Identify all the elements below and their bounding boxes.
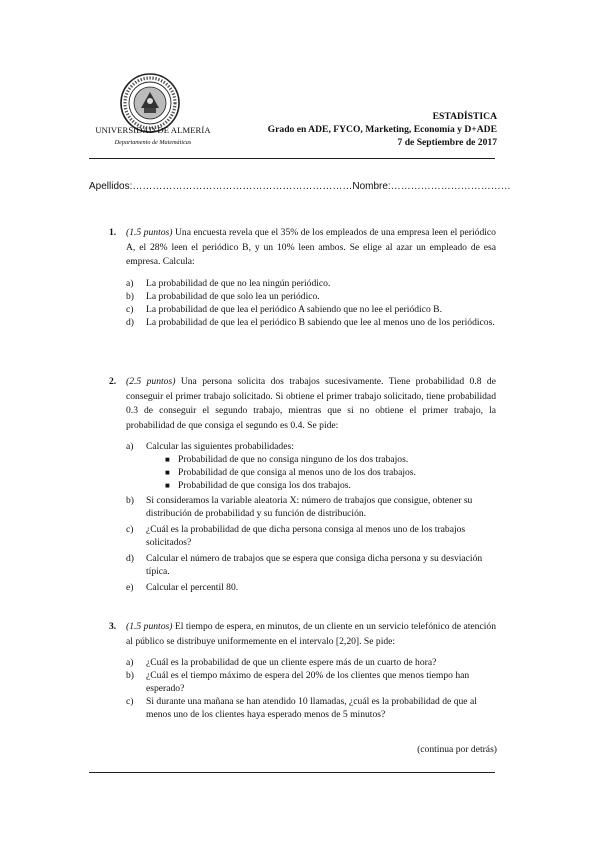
continue-note: (continua por detrás) <box>417 744 497 755</box>
question-1-number: 1. <box>109 227 117 238</box>
question-3-items <box>126 656 496 721</box>
question-1-statement <box>126 226 496 270</box>
bullet-item: ■ Probabilidad de que consiga al menos uno de los dos trabajos. <box>165 467 416 478</box>
footer-divider <box>89 772 495 773</box>
list-item: b) La probabilidad de que solo lea un periódico. <box>126 291 320 302</box>
question-3-statement <box>126 620 496 649</box>
course-title: ESTADÍSTICA <box>432 111 497 122</box>
student-fields <box>89 181 511 192</box>
surname-field[interactable]: ………………………………………………………… <box>132 181 353 192</box>
list-item: c) Si durante una mañana se han atendido 10 llamadas, ¿cuál es la probabilidad de que al menos uno de los clientes haya esperado menos de 5 minutos? <box>126 696 477 720</box>
question-1-items <box>126 277 496 329</box>
list-item: e) Calcular el percentil 80. <box>126 582 239 593</box>
list-item: d) La probabilidad de que lea el periódico B sabiendo que lee al menos uno de los periódicos. <box>126 317 495 328</box>
list-item: b) ¿Cuál es el tiempo máximo de espera del 20% de los clientes que menos tiempo han esperado? <box>126 670 470 694</box>
question-2-text: Una persona solicita dos trabajos sucesivamente. Tiene probabilidad 0.8 de conseguir el primer trabajo solicitado. Si obtiene el primer trabajo solicitado, tiene probabilidad 0.3 de conseguir el segundo trabajo, mientras que si no obtiene el primer trabajo, la probabilidad de que consiga el segundo es 0.4. Se pide: <box>126 376 496 431</box>
question-2-number: 2. <box>109 376 117 387</box>
bullet-item: ■ Probabilidad de que consiga los dos trabajos. <box>165 480 351 491</box>
question-2-statement <box>126 375 496 433</box>
question-3-points: (1.5 puntos) <box>126 621 173 632</box>
list-item: b) Si consideramos la variable aleatoria X: número de trabajos que consigue, obtener su distribución de probabilidad y su función de distribución. <box>126 495 473 519</box>
question-2-items <box>126 440 496 594</box>
question-3-number: 3. <box>109 621 117 632</box>
department-name: Departamento de Matemáticas <box>114 139 192 146</box>
list-item: c) La probabilidad de que lea el periódico A sabiendo que no lee el periódico B. <box>126 304 442 315</box>
degree-list: Grado en ADE, FYCO, Marketing, Economía y D+ADE <box>267 124 497 135</box>
question-1-points: (1.5 puntos) <box>126 227 173 238</box>
header-divider <box>89 158 495 159</box>
surname-label: Apellidos: <box>89 181 133 192</box>
question-3-text: El tiempo de espera, en minutos, de un cliente en un servicio telefónico de atención al público se distribuye uniformemente en el intervalo [2,20]. Se pide: <box>126 621 496 647</box>
list-item: d) Calcular el número de trabajos que se espera que consiga dicha persona y su desviación típica. <box>126 553 483 577</box>
question-2-points: (2.5 puntos) <box>126 376 176 387</box>
exam-date: 7 de Septiembre de 2017 <box>397 137 497 148</box>
list-item: a) Calcular las siguientes probabilidades: <box>126 441 294 452</box>
university-name: UNIVERSIDAD DE ALMERÍA <box>95 125 211 135</box>
bullet-item: ■ Probabilidad de que no consiga ninguno de los dos trabajos. <box>165 454 409 465</box>
bullet-list <box>126 453 496 492</box>
question-1-text: Una encuesta revela que el 35% de los empleados de una empresa leen el periódico A, el 28% leen el periódico B, y un 10% leen ambos. Se elige al azar un empleado de esa empresa. Calcula: <box>126 227 496 268</box>
list-item: c) ¿Cuál es la probabilidad de que dicha persona consiga al menos uno de los trabajos solicitados? <box>126 524 466 548</box>
name-label: Nombre: <box>352 181 391 192</box>
list-item: a) ¿Cuál es la probabilidad de que un cliente espere más de un cuarto de hora? <box>126 657 437 668</box>
name-field[interactable]: ……………………………… <box>390 181 511 192</box>
list-item: a) La probabilidad de que no lea ningún periódico. <box>126 278 331 289</box>
